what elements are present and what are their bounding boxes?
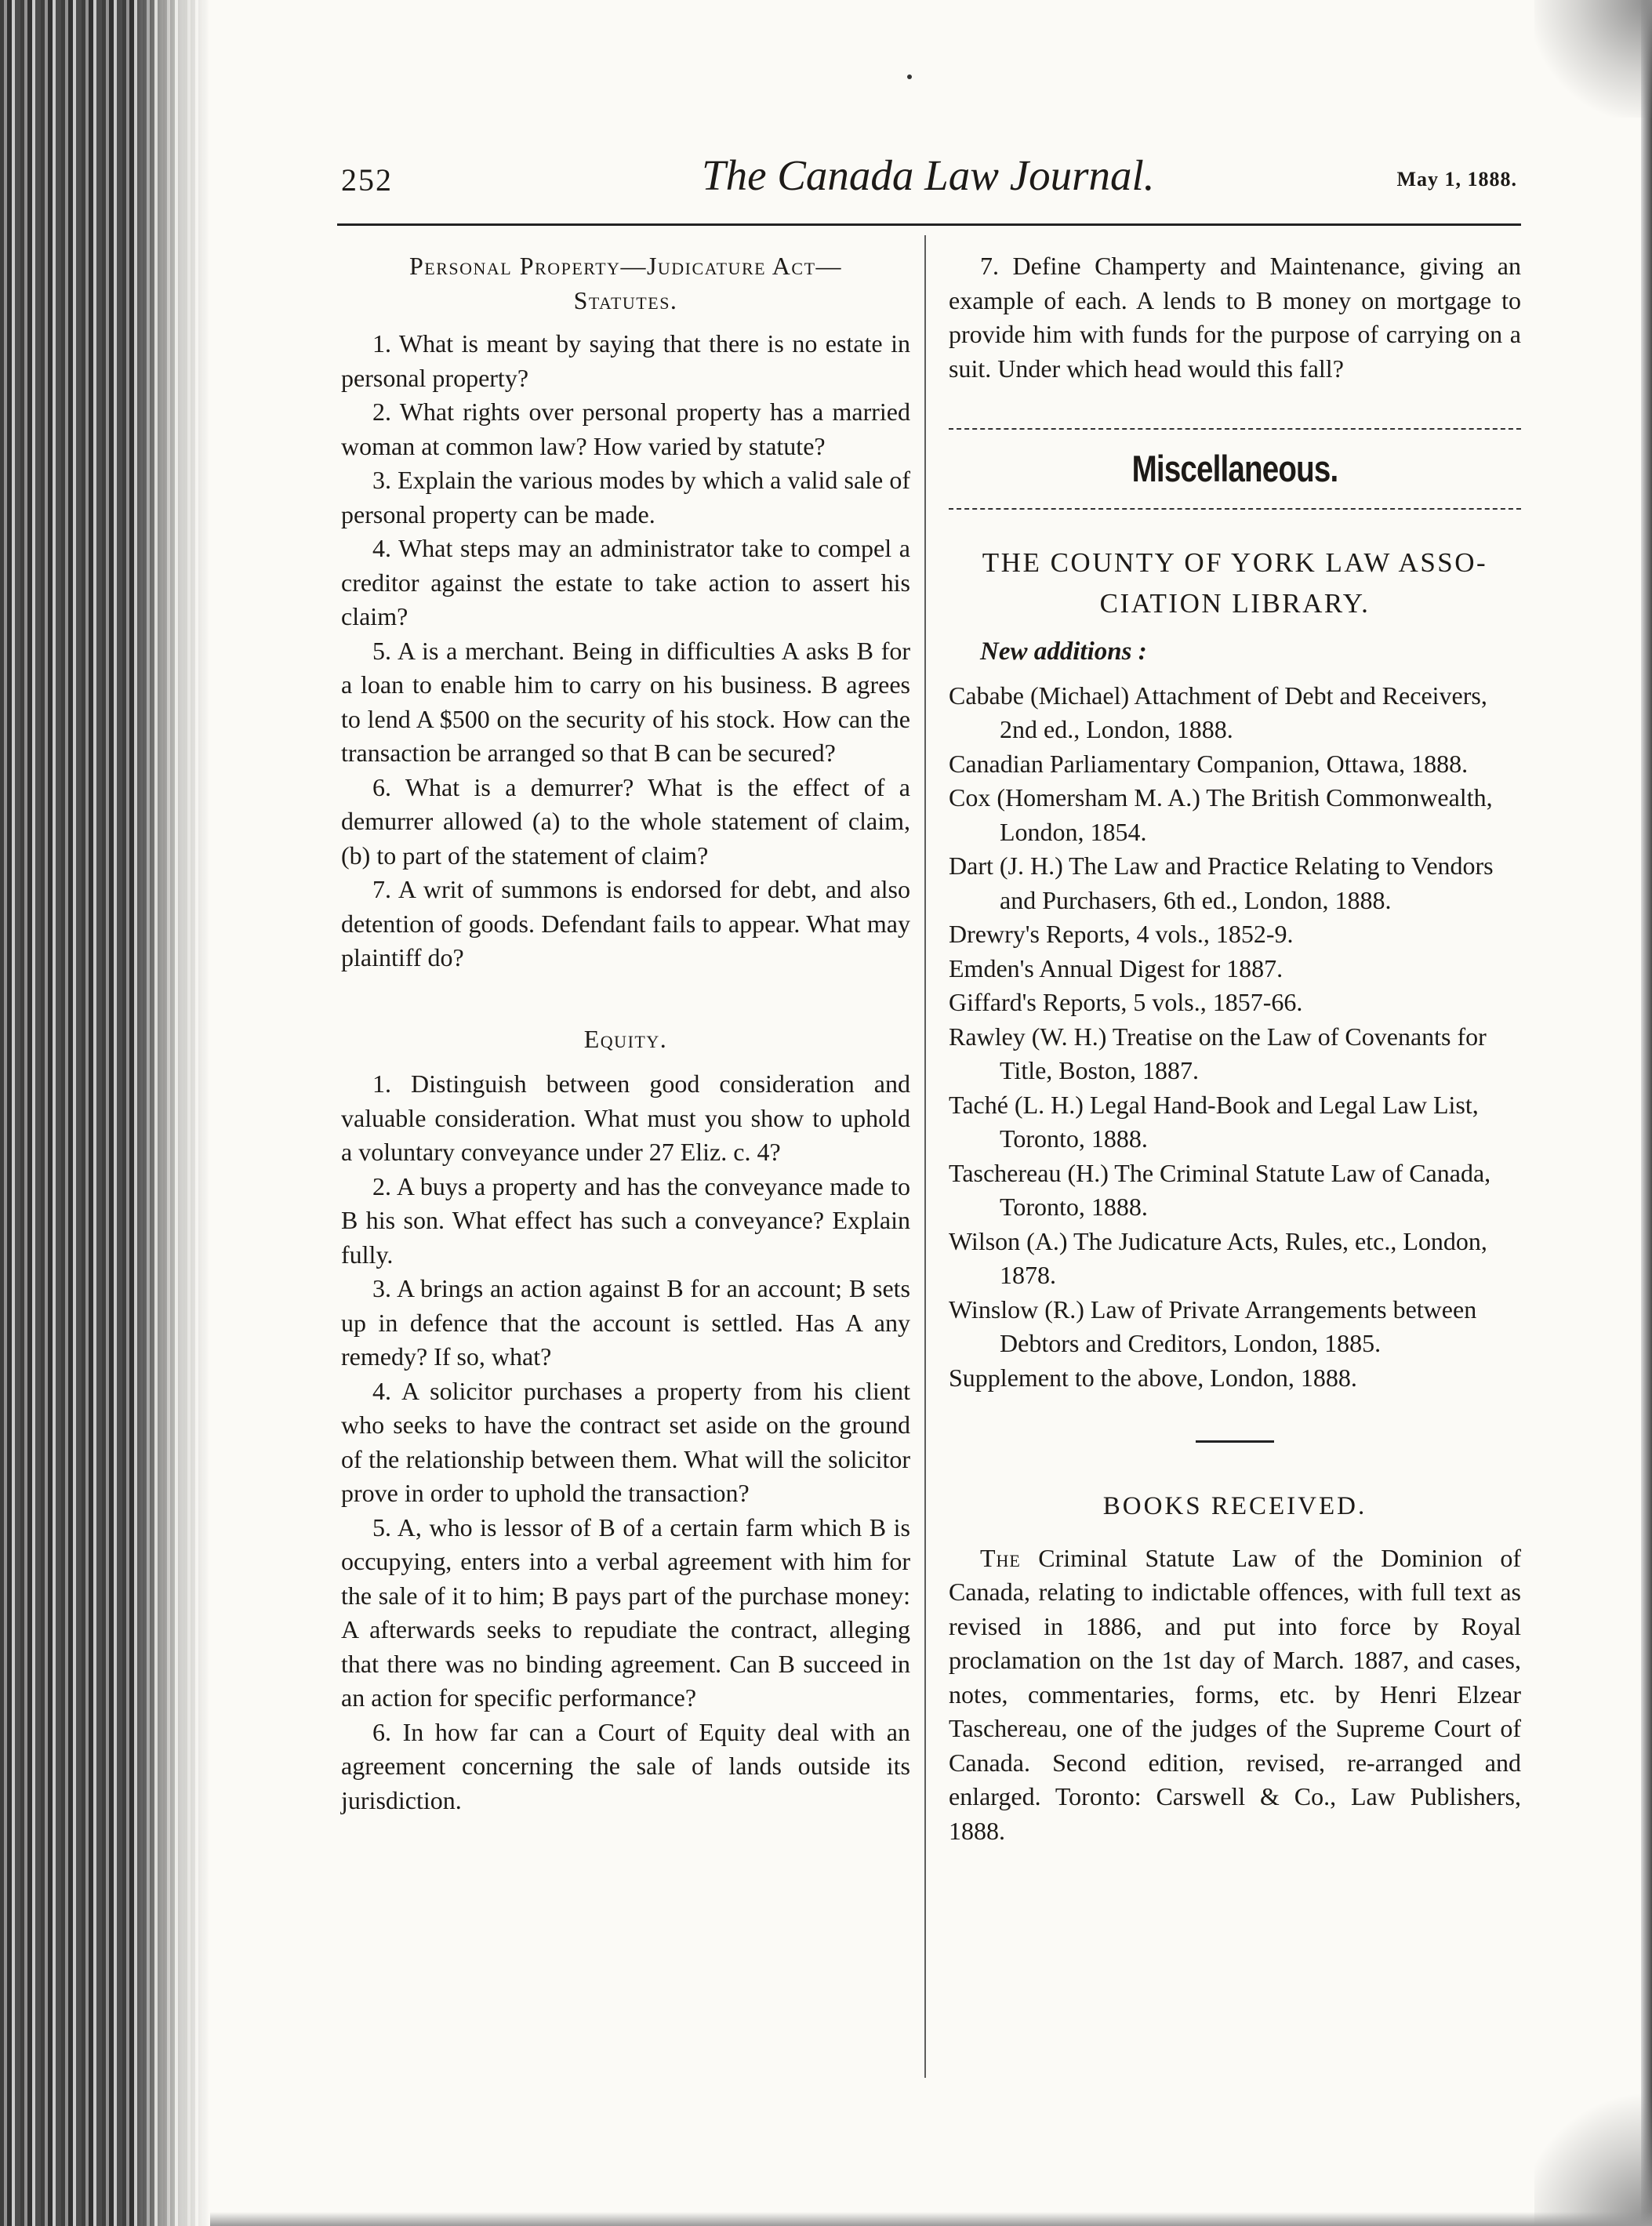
equity-question-3: 3. A brings an action against B for an account; B sets up in defence that the account is settled. Has A any remedy? If so, what? [341,1274,910,1371]
new-additions-label: New additions : [980,637,1147,666]
scan-corner-top-right [1534,0,1652,118]
column-divider [924,235,926,2078]
book-entry: Cababe (Michael) Attachment of Debt and Receivers, 2nd ed., London, 1888. [949,681,1487,743]
question-7-champerty: 7. Define Champerty and Maintenance, giving an example of each. A lends to B money on mortgage to provide him with funds for the purpose of carrying on a suit. Under which head would this fall? [949,252,1521,383]
running-title: The Canada Law Journal. [702,151,1155,199]
books-received-paragraph [949,1541,1521,1849]
section-heading-line: Personal Property—Judicature Act— [408,252,843,280]
equity-question-1: 1. Distinguish between good consideration and valuable consideration. What must you show to uphold a voluntary conveyance under 27 Eliz. c. 4? [341,1069,910,1166]
question-1: 1. What is meant by saying that there is no estate in personal property? [341,329,910,392]
section-heading-personal-property [341,249,910,318]
book-entry: Wilson (A.) The Judicature Acts, Rules, etc., London, 1878. [949,1226,1487,1289]
book-entry: Drewry's Reports, 4 vols., 1852-9. [949,920,1294,948]
library-heading-line: THE COUNTY OF YORK LAW ASSO- [982,547,1488,578]
section-rule [1196,1440,1274,1443]
scan-binding-edge [0,0,210,2226]
question-2: 2. What rights over personal property has a married woman at common law? How varied by statute? [341,398,910,460]
question-3: 3. Explain the various modes by which a valid sale of personal property can be made. [341,466,910,528]
left-column [341,249,910,1817]
library-heading-line: CIATION LIBRARY. [1099,588,1371,619]
book-entry: Dart (J. H.) The Law and Practice Relating to Vendors and Purchasers, 6th ed., London, 1888. [949,852,1494,914]
section-heading-equity: Equity. [583,1024,668,1053]
library-heading [949,543,1521,624]
scan-right-edge [1641,0,1652,2226]
question-7: 7. A writ of summons is endorsed for debt, and also detention of goods. Defendant fails to appear. What may plaintiff do? [341,875,910,971]
page-header [341,151,1517,205]
books-received-lead-word: The [980,1543,1021,1572]
dashed-rule [949,428,1521,431]
book-entry: Taché (L. H.) Legal Hand-Book and Legal Law List, Toronto, 1888. [949,1090,1479,1153]
book-entry: Taschereau (H.) The Criminal Statute Law of Canada, Toronto, 1888. [949,1158,1491,1221]
equity-question-2: 2. A buys a property and has the conveyance made to B his son. What effect has such a conveyance? Explain fully. [341,1171,910,1269]
books-received-text: Criminal Statute Law of the Dominion of Canada, relating to indictable offences, with full text as revised in 1886, and put into force by Royal proclamation on the 1st day of March. 1887, and cases, notes, commentaries, forms, etc. by Henri Elzear Taschereau, one of the judges of the Supreme Court of Canada. Second edition, revised, re-arranged and enlarged. Toronto: Carswell & Co., Law Publishers, 1888. [949,1543,1521,1845]
equity-question-4: 4. A solicitor purchases a property from his client who seeks to have the contract set aside on the ground of the relationship between them. What will the solicitor prove in order to uphold the transaction? [341,1376,910,1507]
book-entry: Emden's Annual Digest for 1887. [949,953,1283,982]
book-entry: Rawley (W. H.) Treatise on the Law of Covenants for Title, Boston, 1887. [949,1022,1487,1084]
book-entry: Giffard's Reports, 5 vols., 1857-66. [949,988,1303,1016]
scan-corner-bottom-right [1534,2093,1652,2226]
scan-bottom-edge [210,2212,1652,2226]
book-entry: Canadian Parliamentary Companion, Ottawa, 1888. [949,749,1469,778]
question-6: 6. What is a demurrer? What is the effect of a demurrer allowed (a) to the whole statement of claim, (b) to part of the statement of claim? [341,772,910,870]
question-4: 4. What steps may an administrator take to compel a creditor against the estate to take action to assert his claim? [341,534,910,630]
book-entry: Cox (Homersham M. A.) The British Commonwealth, London, 1854. [949,783,1493,846]
miscellaneous-heading: Miscellaneous. [1131,448,1338,489]
right-column [949,249,1521,1848]
section-heading-line: Statutes. [573,285,678,314]
equity-question-6: 6. In how far can a Court of Equity deal with an agreement concerning the sale of lands outside its jurisdiction. [341,1717,910,1814]
scan-speck [907,74,912,79]
dashed-rule [949,508,1521,511]
books-received-heading: BOOKS RECEIVED. [1102,1492,1367,1520]
equity-question-5: 5. A, who is lessor of B of a certain farm which B is occupying, enters into a verbal agreement with him for the sale of it to him; B pays part of the purchase money: A afterwards seeks to repudiate the contract, alleging that there was no binding agreement. Can B succeed in an action for specific performance? [341,1512,910,1712]
header-rule [337,223,1521,226]
book-entry: Supplement to the above, London, 1888. [949,1363,1357,1392]
book-entry: Winslow (R.) Law of Private Arrangements between Debtors and Creditors, London, 1885. [949,1295,1477,1357]
page-number: 252 [341,162,393,198]
issue-date: May 1, 1888. [1396,168,1517,191]
question-5: 5. A is a merchant. Being in difficulties A asks B for a loan to enable him to carry on his business. B agrees to lend A $500 on the security of his stock. How can the transaction be arranged so that B can be secured? [341,636,910,767]
